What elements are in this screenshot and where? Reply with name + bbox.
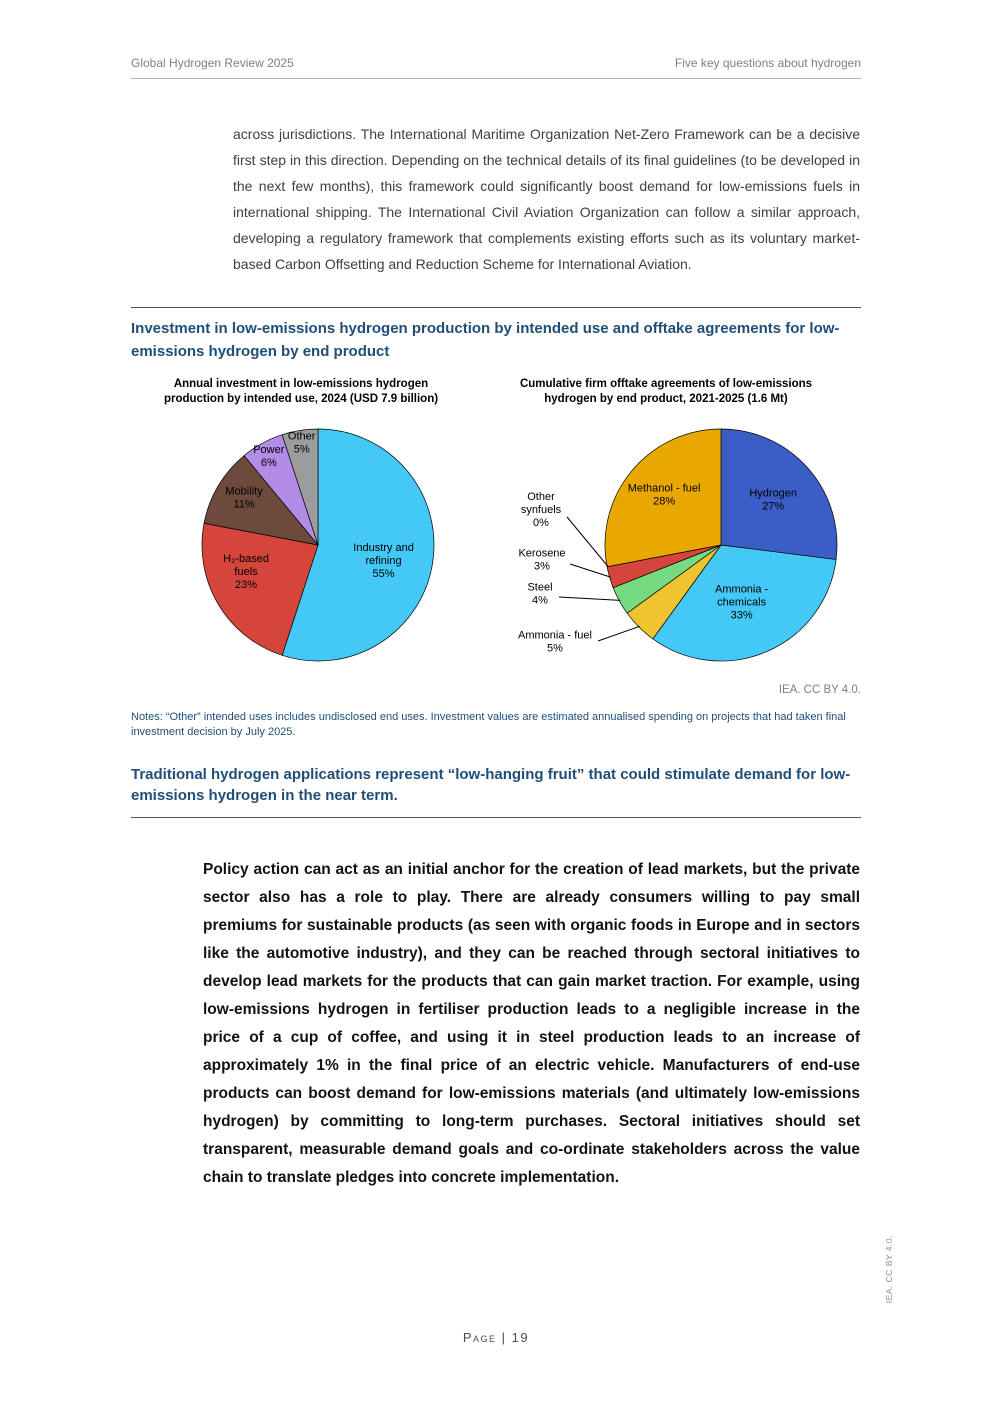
figure-top-rule <box>131 307 861 308</box>
pie-label-ammonia-fuel: Ammonia - fuel 5% <box>518 629 592 655</box>
body-paragraph-1: across jurisdictions. The International Maritime Organization Net-Zero Framework can be a decisive first step in this direction. Depending on the technical details of its final guidelines (to be developed in the next few months), this framework could significantly boost demand for low-emissions fuels in international shipping. The International Civil Aviation Organization can follow a similar approach, developing a regulatory framework that complements existing efforts such as its voluntary market-based Carbon Offsetting and Reduction Scheme for International Aviation. <box>233 126 860 272</box>
body-paragraph-2: Policy action can act as an initial anchor for the creation of lead markets, but the private sector also has a role to play. There are already consumers willing to pay small premiums for sustainable products (as seen with organic foods in Europe and in sectors like the automotive industry), and they can be reached through sectoral initiatives to develop lead markets for the products that can gain market traction. For example, using low-emissions hydrogen in fertiliser production leads to a negligible increase in the price of a cup of coffee, and using it in steel production leads to an increase of approximately 1% in the final price of an electric vehicle. Manufacturers of end-use products can boost demand for low-emissions materials (and ultimately low-emissions hydrogen) by committing to long-term purchases. Sectoral initiatives should set transparent, measurable demand goals and co-ordinate stakeholders across the value chain to translate pledges into concrete implementation. <box>203 861 860 1186</box>
pie-label-power: Power 6% <box>253 444 285 470</box>
pie-canvas-offtake <box>471 413 861 682</box>
leader-line-ammonia-fuel <box>598 626 640 641</box>
chart-title-investment: Annual investment in low-emissions hydrogen production by intended use, 2024 (USD 7.9 billion) <box>163 378 439 405</box>
pie-label-mobility: Mobility 11% <box>225 485 263 511</box>
pie-svg <box>131 413 471 677</box>
figure-charts-row <box>131 377 861 682</box>
figure-title: Investment in low-emissions hydrogen production by intended use and offtake agreements for low-emissions hydrogen by end product <box>131 320 840 360</box>
pie-label-h-based-fuels: H₂-based fuels 23% <box>223 553 269 592</box>
pie-chart-investment <box>131 377 471 682</box>
leader-line-steel <box>559 597 620 600</box>
figure-attribution: IEA. CC BY 4.0. <box>778 684 861 696</box>
page-footer <box>0 1330 992 1345</box>
pie-label-other-synfuels: Other synfuels 0% <box>520 491 562 529</box>
pie-label-steel: Steel 4% <box>527 581 553 607</box>
pie-label-kerosene: Kerosene 3% <box>518 547 566 573</box>
pie-chart-offtake <box>471 377 861 682</box>
header-right-title: Five key questions about hydrogen <box>674 56 861 70</box>
header-rule <box>131 78 861 79</box>
figure-bottom-rule <box>131 817 861 818</box>
page-header <box>0 0 992 70</box>
pie-label-other: Other 5% <box>287 430 316 456</box>
page-number: Page | 19 <box>462 1330 530 1345</box>
pie-label-hydrogen: Hydrogen 27% <box>749 487 798 513</box>
pie-svg <box>471 413 861 677</box>
pie-label-methanol-fuel: Methanol - fuel 28% <box>627 482 701 508</box>
leader-line-kerosene <box>570 564 611 577</box>
side-attribution: IEA. CC BY 4.0. <box>884 1234 894 1303</box>
figure-notes: Notes: “Other” intended uses includes undisclosed end uses. Investment values are estimated annualised spending on projects that had taken final investment decision by July 2025. <box>131 711 846 738</box>
pie-canvas-investment <box>131 413 471 682</box>
header-left-title: Global Hydrogen Review 2025 <box>131 56 294 70</box>
pie-label-industry-and-refining: Industry and refining 55% <box>353 542 414 581</box>
pie-label-ammonia-chemicals: Ammonia -chemicals 33% <box>715 583 769 622</box>
section-subheading: Traditional hydrogen applications represent “low-hanging fruit” that could stimulate demand for low-emissions hydrogen in the near term. <box>131 766 851 804</box>
chart-title-offtake: Cumulative firm offtake agreements of low-emissions hydrogen by end product, 2021-2025 (1.6 Mt) <box>519 378 813 405</box>
leader-line-other-synfuels <box>567 517 608 567</box>
